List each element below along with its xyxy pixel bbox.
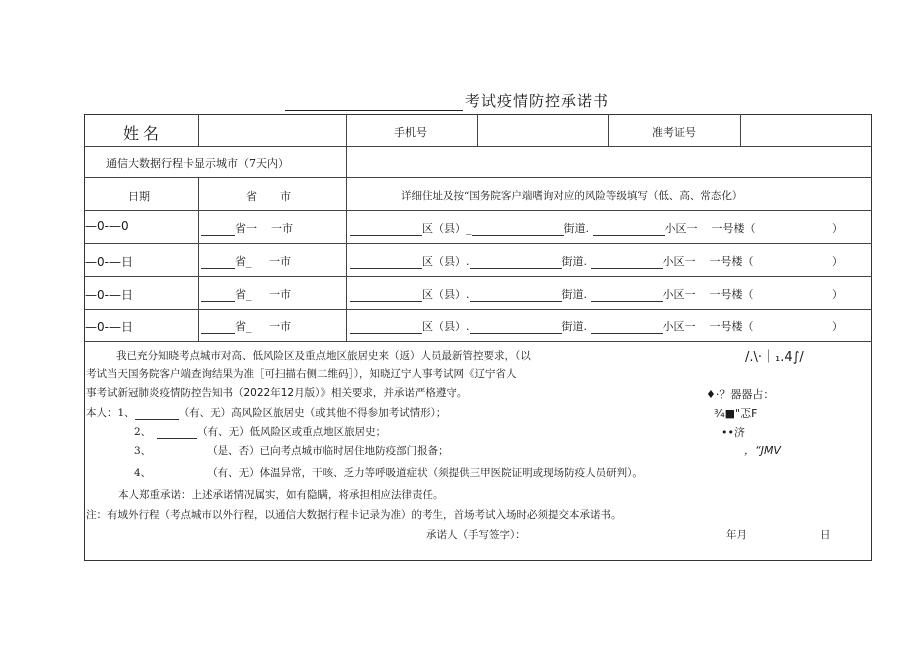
row-divider	[84, 177, 872, 178]
pledge-item-4[interactable]: 4、 （有、无）体温异常，干咳、乏力等呼吸道症状（须提供三甲医院证明或现场防疫人员研判）。	[134, 467, 643, 479]
row-province-city[interactable]: 省_ 一市	[201, 318, 291, 334]
col-province-header: 省	[246, 190, 257, 203]
row-date[interactable]: —0-—日	[85, 320, 133, 334]
col-divider	[346, 114, 347, 146]
col-divider	[198, 177, 199, 341]
col-divider	[346, 146, 347, 177]
row-province-city[interactable]: 省_ 一市	[201, 253, 291, 269]
signature-label: 承诺人（手写签字）：	[426, 529, 526, 541]
phone-label: 手机号	[394, 126, 427, 139]
pledge-note: 注：有域外行程（考点城市以外行程，以通信大数据行程卡记录为准）的考生，首场考试入场时必须提交本承诺书。	[86, 509, 622, 521]
date-day: 日	[820, 529, 831, 541]
exam-id-field[interactable]	[742, 116, 870, 144]
col-city-header: 市	[280, 190, 291, 203]
title-blank-line	[285, 96, 463, 111]
col-divider	[346, 177, 347, 341]
name-label: 姓名	[123, 124, 164, 143]
name-field[interactable]	[200, 116, 344, 144]
pledge-item-3[interactable]: 3、 （是、否）已向考点城市临时居住地防疫部门报备；	[134, 445, 449, 457]
row-divider	[84, 146, 872, 147]
row-close-paren: ）	[832, 288, 843, 301]
col-date-header: 日期	[128, 190, 150, 203]
row-divider	[84, 276, 872, 277]
pledge-item-2[interactable]: 2、 （有、无）低风险区或重点地区旅居史；	[134, 426, 387, 438]
qr-code-text: ，“JMV	[744, 444, 781, 457]
itinerary-label: 通信大数据行程卡显示城市（7天内）	[106, 157, 289, 170]
date-year-month: 年月	[726, 529, 747, 541]
row-close-paren: ）	[832, 320, 843, 333]
itinerary-field[interactable]	[348, 148, 870, 175]
qr-code-text: ••济	[721, 426, 745, 439]
pledge-confirm: 本人郑重承诺：上述承诺情况属实，如有隐瞒，将承担相应法律责任。	[118, 489, 444, 501]
row-address[interactable]: 区（县）_ 街道. 小区一 一号楼（	[350, 220, 756, 236]
col-divider	[477, 114, 478, 146]
phone-field[interactable]	[479, 116, 606, 144]
qr-code-text: /.\·｜₁.4∫/	[745, 350, 804, 365]
qr-code-text: ¾■"忑F	[714, 407, 758, 420]
row-divider	[84, 243, 872, 244]
row-divider	[84, 341, 872, 342]
pledge-item-1[interactable]: 本人：1、 （有、无）高风险区旅居史（或其他不得参加考试情形）；	[86, 407, 447, 419]
signature-field[interactable]	[540, 524, 700, 542]
document-title: 考试疫情防控承诺书	[285, 90, 609, 111]
pledge-paragraph-line: 事考试新冠肺炎疫情防控告知书（2022年12月版）》相关要求，并承诺严格遵守。	[86, 387, 468, 399]
row-divider	[84, 309, 872, 310]
col-divider	[608, 114, 609, 146]
row-date[interactable]: —0-—日	[85, 255, 133, 269]
pledge-paragraph-line: 考试当天国务院客户端查询结果为准［可扫描右侧二维码］），知晓辽宁人事考试网《辽宁省人	[86, 368, 517, 380]
row-address[interactable]: 区（县）. 街道. 小区一 一号楼（	[350, 286, 754, 302]
pledge-paragraph-line: 我已充分知晓考点城市对高、低风险区及重点地区旅居史来（返）人员最新管控要求，（以	[116, 350, 531, 362]
row-province-city[interactable]: 省_ 一市	[201, 286, 291, 302]
row-divider	[84, 210, 872, 211]
row-address[interactable]: 区（县）. 街道. 小区一 一号楼（	[350, 253, 754, 269]
row-date[interactable]: —0-—日	[85, 288, 133, 302]
qr-code-text: ♦·？器器占：	[706, 388, 775, 401]
row-close-paren: ）	[832, 222, 843, 235]
exam-id-label: 准考证号	[652, 126, 696, 139]
col-detail-header: 详细住址及按“国务院客户端嗜询对应的风险等级填写（低、高、常态化）	[401, 190, 743, 202]
col-divider	[198, 114, 199, 146]
col-divider	[740, 114, 741, 146]
row-address[interactable]: 区（县）. 街道. 小区一 一号楼（	[350, 318, 754, 334]
row-province-city[interactable]: 省一 一市	[201, 220, 293, 236]
row-close-paren: ）	[832, 255, 843, 268]
row-date[interactable]: —0-—0	[85, 219, 129, 233]
